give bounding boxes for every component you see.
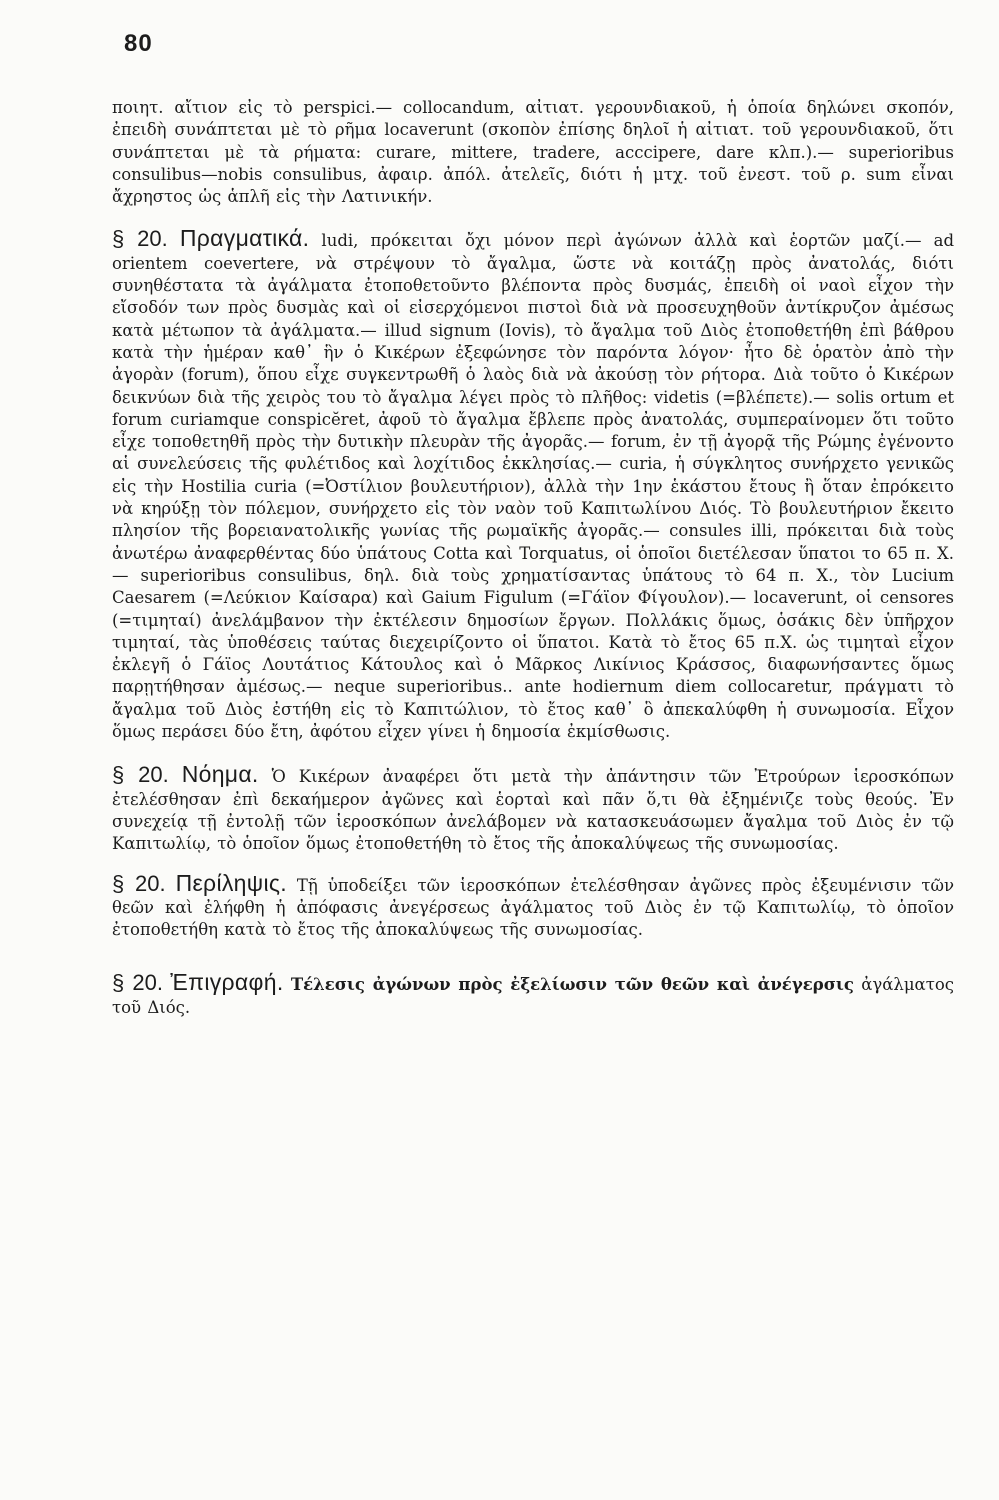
section-number: § 20. xyxy=(112,226,168,252)
section-pragmatika xyxy=(112,227,954,743)
section-heading: Νόημα. xyxy=(181,761,259,788)
section-heading: Περίληψις. xyxy=(175,869,287,896)
section-number: § 20. xyxy=(112,762,169,788)
paragraph-text: ποιητ. αἴτιον εἰς τὸ perspici.— collocandum, αἰτιατ. γερουνδιακοῦ, ἡ ὁποία δηλώνει σκοπόν, ἐπειδὴ συνάπτεται μὲ τὸ ρῆμα locaverunt (σκοπὸν ἐπίσης δηλοῖ ἡ αἰτιατ. τοῦ γερουνδιακοῦ, ὅτι συνάπτεται μὲ τὰ ρήματα: curare, mittere, tradere, acccipere, dare κλπ.).— superioribus consulibus—nobis consulibus, ἀφαιρ. ἀπόλ. ἀτελεῖς, διότι ἡ μτχ. τοῦ ἐνεστ. τοῦ ρ. sum εἶναι ἄχρηστος ὡς ἁπλῆ εἰς τὴν Λατινικήν. xyxy=(112,98,954,207)
section-text: ἀγάλματος τοῦ Διός. xyxy=(112,975,955,1017)
section-epigrafi xyxy=(112,971,954,1019)
page-body xyxy=(112,97,954,1019)
section-text: Τῇ ὑποδείξει τῶν ἱεροσκόπων ἐτελέσθησαν ἀγῶνες πρὸς ἐξευμένισιν τῶν θεῶν καὶ ἐλήφθη ἡ ἀπόφασις ἀνεγέρσεως ἀγάλματος τοῦ Διὸς ἐν τῷ Καπιτωλίῳ, τὸ ὁποῖον ἐτοποθετήθη κατὰ τὸ ἔτος τῆς ἀποκαλύψεως τῆς συνωμοσίας. xyxy=(112,875,955,940)
paragraph-notes-continued xyxy=(112,97,954,208)
page-number: 80 xyxy=(124,30,153,57)
section-perilipsis xyxy=(112,869,955,942)
section-noima xyxy=(112,763,954,855)
section-number: § 20. xyxy=(112,970,163,996)
section-number: § 20. xyxy=(112,870,166,896)
section-heading: Ἐπιγραφή. xyxy=(170,969,284,996)
section-text: Ὁ Κικέρων ἀναφέρει ὅτι μετὰ τὴν ἀπάντησιν τῶν Ἐτρούρων ἱεροσκόπων ἐτελέσθησαν ἐπὶ δεκαήμερον ἀγῶνες καὶ ἑορταὶ καὶ πᾶν ὅ,τι θὰ ἐξημένιζε τοὺς θεούς. Ἐν συνεχείᾳ τῇ ἐντολῇ τῶν ἱεροσκόπων ἀνελάβομεν νὰ κατασκευάσωμεν ἄγαλμα τοῦ Διὸς ἐν τῷ Καπιτωλίῳ, τὸ ὁποῖον ὅμως ἐτοποθετήθη τὸ ἔτος τῆς ἀποκαλύψεως τῆς συνωμοσίας. xyxy=(112,767,954,854)
section-text: ludi, πρόκειται ὄχι μόνον περὶ ἀγώνων ἀλλὰ καὶ ἑορτῶν μαζί.— ad orientem coevertere, νὰ στρέψουν τὸ ἄγαλμα, ὥστε νὰ κοιτάζῃ πρὸς ἀνατολάς, διότι συνηθέστατα τὰ ἀγάλματα ἐτοποθετοῦντο βλέποντα πρὸς δυσμάς, ἐπειδὴ οἱ ναοὶ εἶχον τὴν εἴσοδόν των πρὸς δυσμὰς καὶ οἱ εἰσερχόμενοι πιστοὶ διὰ νὰ προσευχηθοῦν ἀντίκρυζον ἀμέσως κατὰ μέτωπον τὰ ἀγάλματα.— illud signum (Iovis), τὸ ἄγαλμα τοῦ Διὸς ἐτοποθετήθη ἐπὶ βάθρου κατὰ τὴν ἡμέραν καθ᾽ ἣν ὁ Κικέρων ἐξεφώνησε τὸν παρόντα λόγον· ἦτο δὲ ὁρατὸν ἀπὸ τὴν ἀγορὰν (forum), ὅπου εἶχε συγκεντρωθῆ ὁ λαὸς διὰ νὰ ἀκούσῃ τὸν ρήτορα. Διὰ τοῦτο ὁ Κικέρων δεικνύων διὰ τῆς χειρὸς του τὸ ἄγαλμα λέγει πρὸς τὸ πλῆθος: videtis (=βλέπετε).— solis ortum et forum curiamque conspicĕret, ἀφοῦ τὸ ἄγαλμα ἔβλεπε πρὸς ἀνατολάς, συμπεραίνομεν ὅτι τοῦτο εἶχε τοποθετηθῆ πρὸς τὴν δυτικὴν πλευρὰν τῆς ἀγορᾶς.— forum, ἐν τῇ ἀγορᾷ τῆς Ρώμης ἐγένοντο αἱ συνελεύσεις τῆς φυλέτιδος καὶ λοχίτιδος ἐκκλησίας.— curia, ἡ σύγκλητος συνήρχετο γενικῶς εἰς τὴν Hostilia curia (=Ὀστίλιον βουλευτήριον), ἀλλὰ τὴν 1ην ἑκάστου ἔτους ἢ ὅταν ἐπρόκειτο νὰ κηρύξῃ τὸν πόλεμον, συνήρχετο εἰς τὸν ναὸν τοῦ Καπιτωλίνου Διός. Τὸ βουλευτήριον ἔκειτο πλησίον τῆς βορειανατολικῆς γωνίας τῆς ρωμαϊκῆς ἀγορᾶς.— consules illi, πρόκειται διὰ τοὺς ἀνωτέρω ἀναφερθέντας δύο ὑπάτους Cotta καὶ Torquatus, οἱ ὁποῖοι διετέλεσαν ὕπατοι το 65 π. Χ.— superioribus consulibus, δηλ. διὰ τοὺς χρηματίσαντας ὑπάτους τὸ 64 π. Χ., τὸν Lucium Caesarem (=Λεύκιον Καίσαρα) καὶ Gaium Figulum (=Γάϊον Φίγουλον).— locaverunt, οἱ censores (=τιμηταί) ἀνελάμβανον τὴν ἐκτέλεσιν δημοσίων ἔργων. Πολλάκις ὅμως, ὁσάκις δὲν ὑπῆρχον τιμηταί, τὰς ὑποθέσεις ταύτας διεχειρίζοντο οἱ ὕπατοι. Κατὰ τὸ ἔτος 65 π.Χ. ὡς τιμηταὶ εἶχον ἐκλεγῆ ὁ Γάϊος Λουτάτιος Κάτουλος καὶ ὁ Μᾶρκος Λικίνιος Κράσσος, διαφωνήσαντες ὅμως παρῃτήθησαν ἀμέσως.— neque superioribus.. ante hodiernum diem collocaretur, πράγματι τὸ ἄγαλμα τοῦ Διὸς ἐστήθη εἰς τὸ Καπιτώλιον, τὸ ἔτος καθ᾽ ὃ ἀπεκαλύφθη ἡ συνωμοσία. Εἶχον ὅμως περάσει δύο ἔτη, ἀφότου εἶχεν γίνει ἡ δημοσία ἐκμίσθωσις. xyxy=(112,231,955,742)
section-lead-text: Τέλεσις ἀγώνων πρὸς ἐξελίωσιν τῶν θεῶν καὶ ἀνέγερσις xyxy=(290,975,854,995)
section-heading: Πραγματικά. xyxy=(179,225,310,252)
